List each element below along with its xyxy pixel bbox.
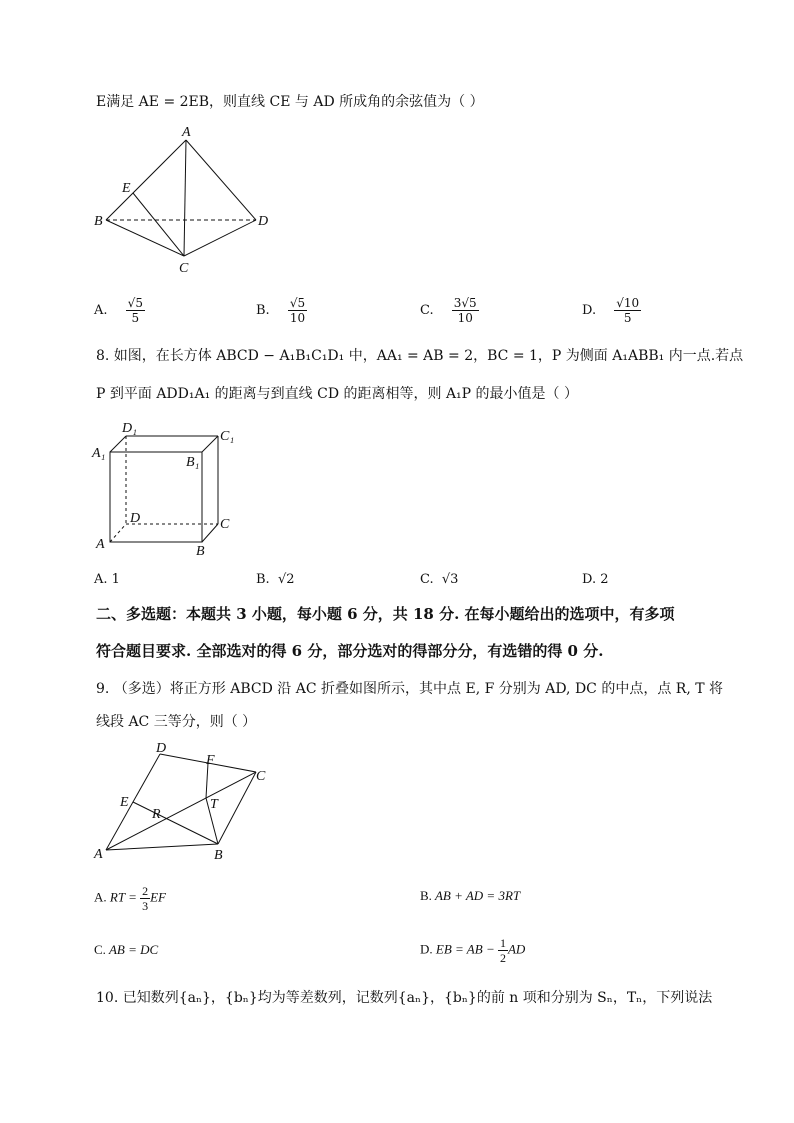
q8-option-a[interactable]: A. 1 — [94, 572, 120, 587]
q9-label-b: B — [214, 848, 223, 863]
section2-heading-line2: 符合题目要求. 全部选对的得 6 分，部分选对的得部分分，有选错的得 0 分. — [96, 642, 604, 660]
q9-option-d[interactable]: D. EB = AB − $\frac{1}{2}$ AD — [420, 936, 526, 965]
q8-label-c1: C₁ — [220, 429, 235, 444]
q9-label-f: F — [206, 753, 215, 768]
q9-option-a[interactable]: A. RT = $\frac{2}{3}$ EF — [94, 884, 166, 913]
q7-option-a[interactable]: A. $\frac{√5}{5}$ — [94, 296, 143, 325]
q9-figure-folded-square — [90, 740, 280, 864]
q7-option-b[interactable]: B. $\frac{√5}{10}$ — [256, 296, 306, 325]
q8-stem-line1: 8. 如图，在长方体 ABCD − A₁B₁C₁D₁ 中，AA₁ = AB = 2，BC = 1，P 为侧面 A₁ABB₁ 内一点.若点 — [96, 348, 744, 364]
q8-option-b[interactable]: B. √2 — [256, 572, 295, 587]
q9-option-b[interactable]: B. AB + AD = 3RT — [420, 888, 521, 903]
q8-label-b: B — [196, 544, 205, 559]
q8-label-d1: D₁ — [122, 421, 137, 436]
q7-figure-tetrahedron — [90, 124, 280, 276]
q8-label-d: D — [130, 511, 141, 526]
q9-label-c: C — [256, 769, 266, 784]
q8-label-a: A — [96, 537, 105, 552]
q7-label-c: C — [179, 261, 189, 276]
q7-option-c[interactable]: C. $\frac{3√5}{10}$ — [420, 296, 477, 325]
q8-label-b1: B₁ — [186, 455, 200, 470]
q10-stem-line1: 10. 已知数列{aₙ}，{bₙ}均为等差数列，记数列{aₙ}，{bₙ}的前 n 项和分别为 Sₙ，Tₙ，下列说法 — [96, 990, 713, 1006]
q7-label-a: A — [182, 125, 191, 140]
q9-label-t: T — [210, 797, 218, 812]
q8-label-c: C — [220, 517, 230, 532]
q9-stem-line1: 9. （多选）将正方形 ABCD 沿 AC 折叠如图所示，其中点 E, F 分别为 AD, DC 的中点，点 R, T 将 — [96, 681, 724, 697]
section2-heading-line1: 二、多选题：本题共 3 小题，每小题 6 分，共 18 分. 在每小题给出的选项中，有多项 — [96, 605, 675, 623]
q8-option-c[interactable]: C. √3 — [420, 572, 459, 587]
q8-figure-cuboid — [90, 420, 250, 560]
q8-option-d[interactable]: D. 2 — [582, 572, 609, 587]
q7-stem: E满足 AE = 2EB，则直线 CE 与 AD 所成角的余弦值为（ ） — [96, 94, 484, 110]
q9-label-a: A — [94, 847, 103, 862]
q7-label-e: E — [122, 181, 131, 196]
q8-label-a1: A₁ — [92, 446, 106, 461]
q8-stem-line2: P 到平面 ADD₁A₁ 的距离与到直线 CD 的距离相等，则 A₁P 的最小值是（ ） — [96, 386, 578, 402]
q7-label-b: B — [94, 214, 103, 229]
q9-stem-line2: 线段 AC 三等分，则（ ） — [96, 714, 257, 730]
q7-option-d[interactable]: D. $\frac{√10}{5}$ — [582, 296, 640, 325]
q7-label-d: D — [258, 214, 269, 229]
q9-label-e: E — [120, 795, 129, 810]
q9-option-c[interactable]: C. AB = DC — [94, 942, 159, 957]
q9-label-d: D — [156, 741, 167, 756]
q9-label-r: R — [152, 807, 161, 822]
